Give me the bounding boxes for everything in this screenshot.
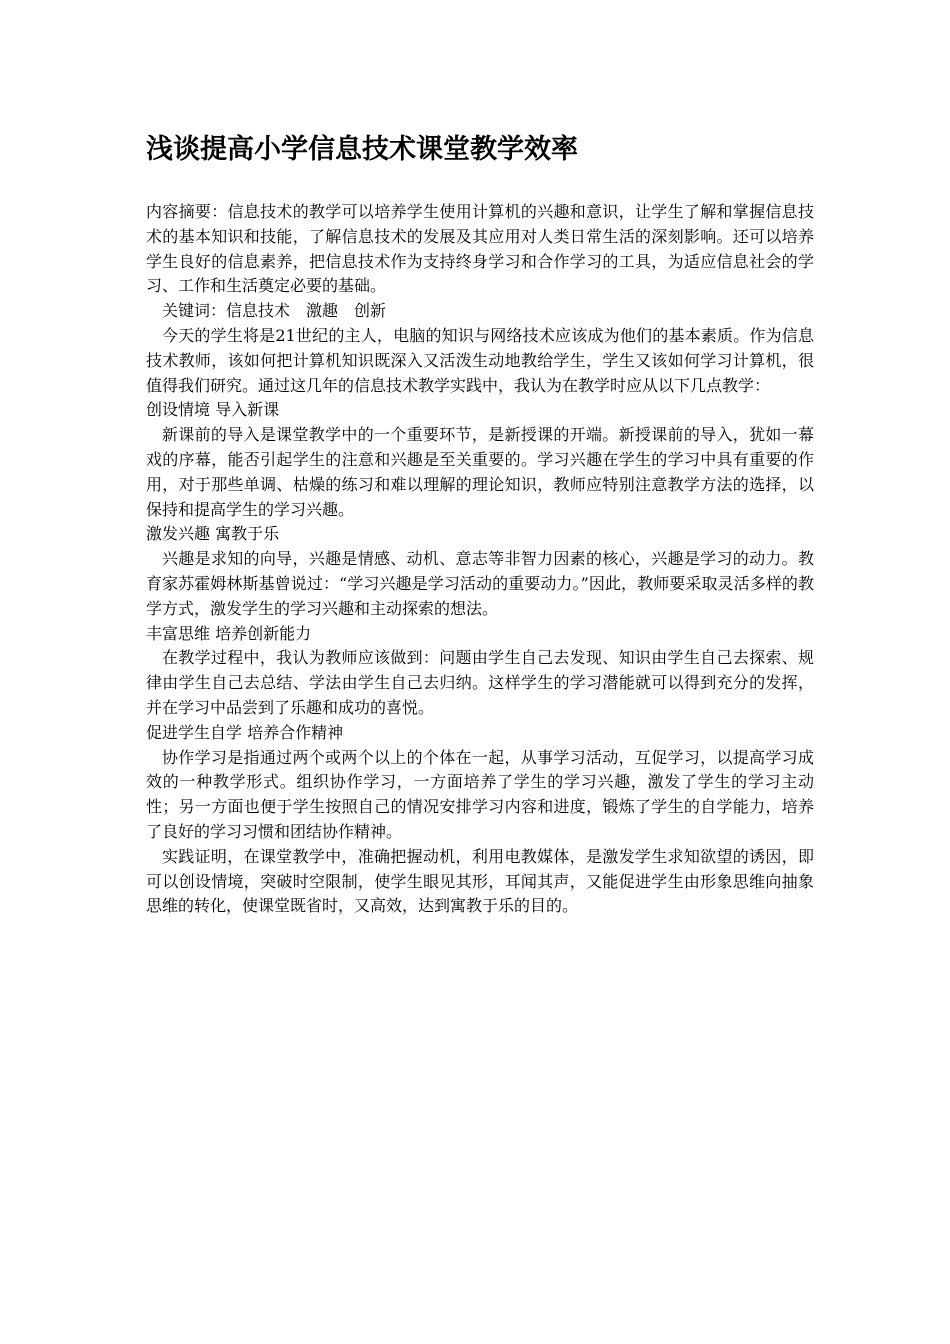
document-body — [146, 200, 814, 919]
abstract-paragraph: 内容摘要：信息技术的教学可以培养学生使用计算机的兴趣和意识，让学生了解和掌握信息技术的基本知识和技能，了解信息技术的发展及其应用对人类日常生活的深刻影响。还可以培养学生良好的信息素养，把信息技术作为支持终身学习和合作学习的工具，为适应信息社会的学习、工作和生活奠定必要的基础。 — [146, 202, 814, 296]
section-body-3: 在教学过程中，我认为教师应该做到：问题由学生自己去发现、知识由学生自己去探索、规律由学生自己去总结、学法由学生自己去归纳。这样学生的学习潜能就可以得到充分的发挥，并在学习中品尝到了乐趣和成功的喜悦。 — [146, 648, 814, 717]
section-heading-4: 促进学生自学 培养合作精神 — [146, 722, 344, 742]
section-body-2: 兴趣是求知的向导，兴趣是情感、动机、意志等非智力因素的核心，兴趣是学习的动力。教育家苏霍姆林斯基曾说过：“学习兴趣是学习活动的重要动力。”因此，教师要采取灵活多样的教学方式，激发学生的学习兴趣和主动探索的想法。 — [146, 549, 814, 618]
section-body-4: 协作学习是指通过两个或两个以上的个体在一起，从事学习活动，互促学习，以提高学习成效的一种教学形式。组织协作学习，一方面培养了学生的学习兴趣，激发了学生的学习主动性；另一方面也便于学生按照自己的情况安排学习内容和进度，锻炼了学生的自学能力，培养了良好的学习习惯和团结协作精神。 — [146, 747, 814, 841]
section-heading-1: 创设情境 导入新课 — [146, 400, 280, 420]
document-title: 浅谈提高小学信息技术课堂教学效率 — [146, 134, 578, 165]
conclusion-paragraph: 实践证明，在课堂教学中，准确把握动机，利用电教媒体，是激发学生求知欲望的诱因，即可以创设情境，突破时空限制，使学生眼见其形，耳闻其声，又能促进学生由形象思维向抽象思维的转化，使课堂既省时，又高效，达到寓教于乐的目的。 — [146, 846, 814, 916]
section-body-1: 新课前的导入是课堂教学中的一个重要环节，是新授课的开端。新授课前的导入，犹如一幕戏的序幕，能否引起学生的注意和兴趣是至关重要的。学习兴趣在学生的学习中具有重要的作用，对于那些单调、枯燥的练习和难以理解的理论知识，教师应特别注意教学方法的选择，以保持和提高学生的学习兴趣。 — [146, 425, 814, 519]
intro-paragraph: 今天的学生将是21世纪的主人，电脑的知识与网络技术应该成为他们的基本素质。作为信息技术教师，该如何把计算机知识既深入又活泼生动地教给学生，学生又该如何学习计算机，很值得我们研究。通过这几年的信息技术教学实践中，我认为在教学时应从以下几点教学： — [146, 325, 814, 395]
section-heading-2: 激发兴趣 寓教于乐 — [146, 524, 280, 544]
keywords-line: 关键词：信息技术 激趣 创新 — [162, 301, 387, 321]
section-heading-3: 丰富思维 培养创新能力 — [146, 623, 312, 643]
